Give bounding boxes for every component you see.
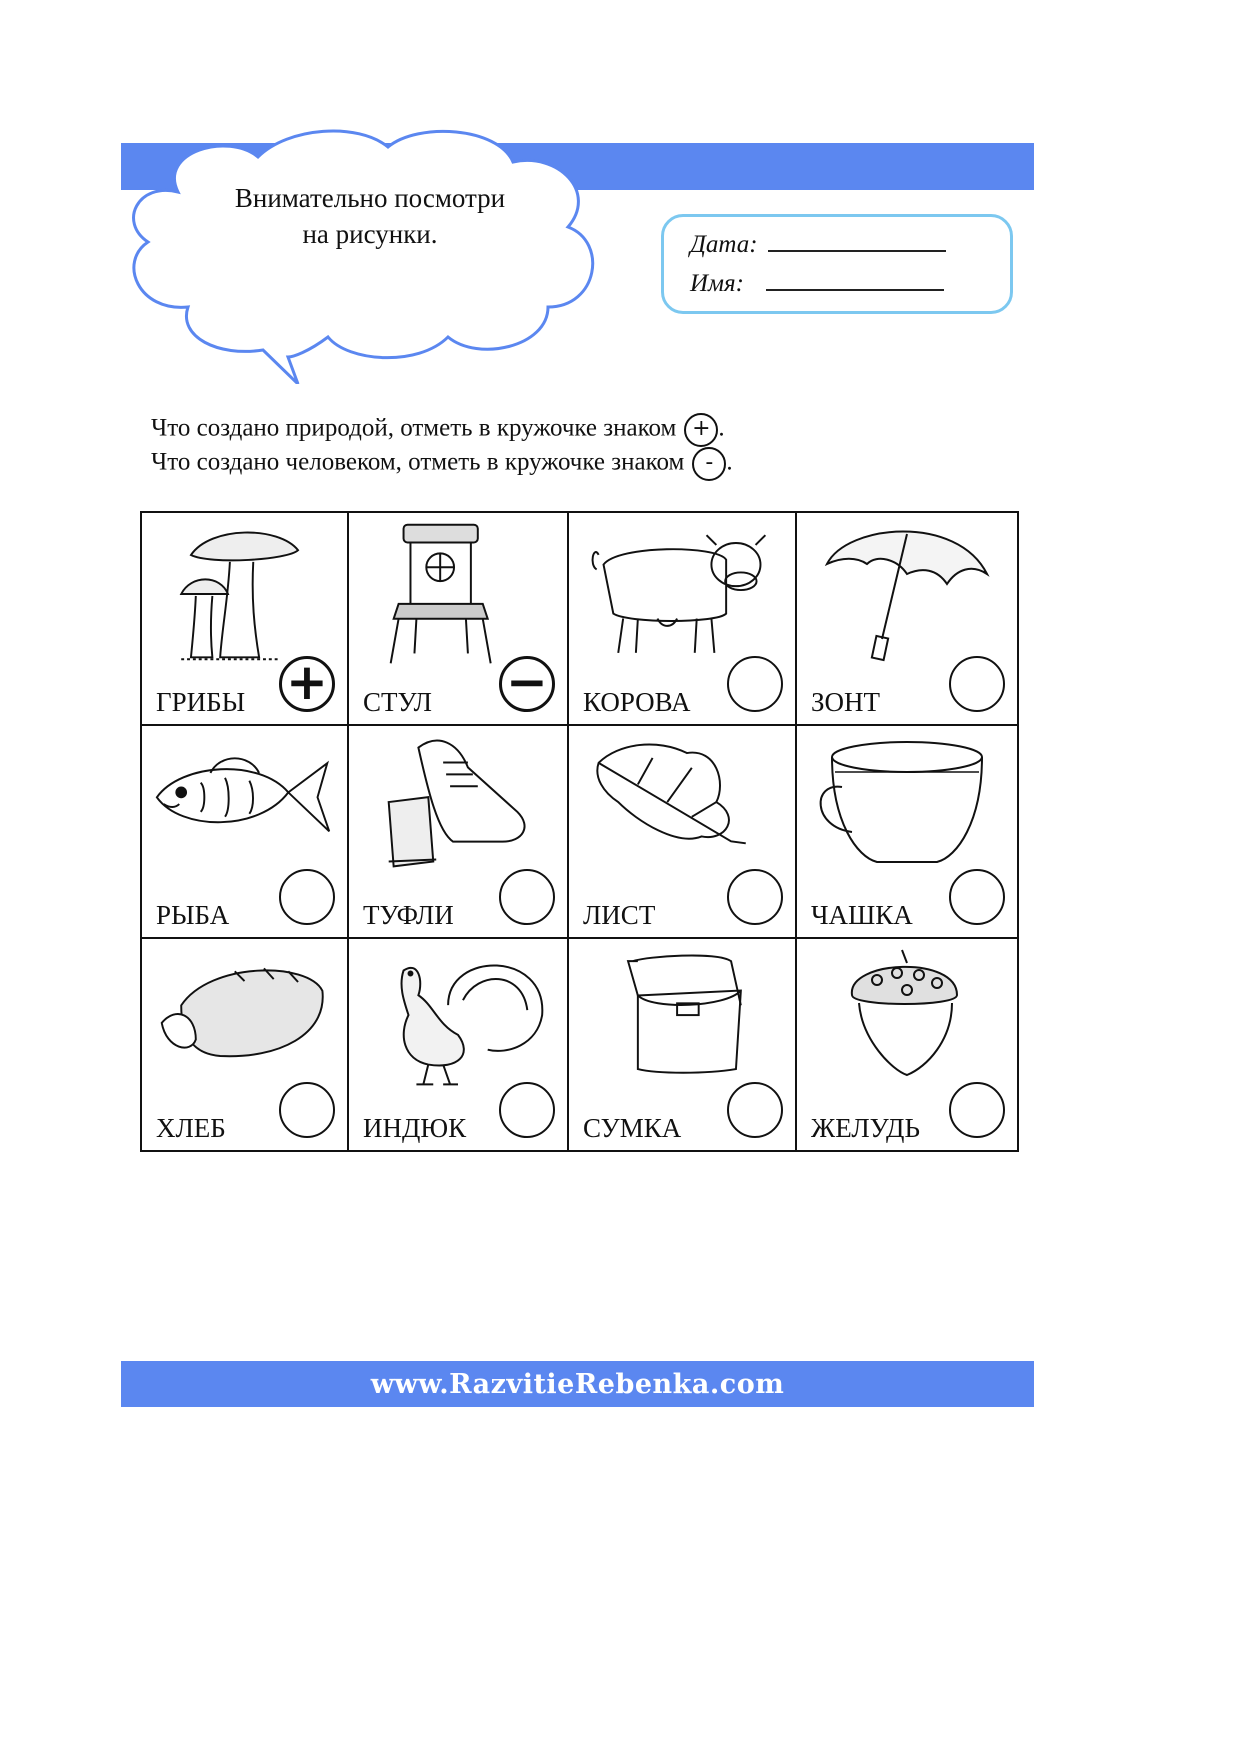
card-label: ТУФЛИ [363,900,454,930]
name-row [690,270,944,298]
card-label: СТУЛ [363,687,432,717]
card-label: КОРОВА [583,687,691,717]
card-fish [142,726,349,939]
card-shoes [349,726,569,939]
answer-mark: − [506,653,548,711]
name-field[interactable] [766,271,944,291]
card-label: ЛИСТ [583,900,656,930]
date-row [690,231,946,259]
answer-circle[interactable] [499,1082,555,1138]
chair-icon [359,519,557,669]
answer-circle[interactable] [279,1082,335,1138]
umbrella-icon [807,519,1007,669]
card-bread [142,939,349,1150]
date-field[interactable] [768,232,946,252]
footer-band [121,1361,1034,1407]
name-label: Имя: [690,270,744,297]
card-cup [797,726,1017,939]
answer-circle[interactable] [949,1082,1005,1138]
card-label: ЧАШКА [811,900,913,930]
answer-mark: + [286,653,328,711]
card-chair [349,513,569,726]
instruction-human-text: Что создано человеком, отметь в кружочке знаком [151,448,685,476]
card-label: РЫБА [156,900,230,930]
instruction-nature-end: . [718,414,725,442]
speech-cloud-icon [118,122,618,384]
fish-icon [152,732,337,882]
answer-circle[interactable] [499,869,555,925]
shoe-icon [359,732,557,882]
card-label: ХЛЕБ [156,1113,226,1143]
answer-circle[interactable] [279,869,335,925]
card-label: ИНДЮК [363,1113,467,1143]
bubble-line-1: Внимательно посмотри [234,183,506,213]
bubble-line-2: на рисунки. [302,219,438,249]
instruction-human [151,447,733,481]
instruction-nature [151,413,725,447]
leaf-icon [579,732,785,882]
info-box [661,214,1013,314]
instruction-human-end: . [726,448,733,476]
bag-icon [579,945,785,1095]
answer-circle[interactable] [499,653,555,712]
card-label: ЗОНТ [811,687,881,717]
card-cow [569,513,797,726]
card-turkey [349,939,569,1150]
date-label: Дата: [690,231,758,258]
instruction-nature-text: Что создано природой, отметь в кружочке знаком [151,414,677,442]
card-leaf [569,726,797,939]
card-label: ГРИБЫ [156,687,246,717]
card-label: ЖЕЛУДЬ [811,1113,920,1143]
answer-circle[interactable] [727,869,783,925]
answer-circle[interactable] [949,656,1005,712]
card-bag [569,939,797,1150]
bread-icon [152,945,337,1095]
plus-sign-icon: + [684,413,718,447]
card-umbrella [797,513,1017,726]
answer-circle[interactable] [949,869,1005,925]
answer-circle[interactable] [279,653,335,712]
cup-icon [807,732,1007,882]
answer-circle[interactable] [727,1082,783,1138]
card-acorn [797,939,1017,1150]
acorn-icon [807,945,1007,1095]
bubble-text [200,180,540,252]
card-mushroom [142,513,349,726]
turkey-icon [359,945,557,1095]
card-label: СУМКА [583,1113,682,1143]
minus-sign-icon: - [692,447,726,481]
mushroom-icon [152,519,337,669]
cow-icon [579,519,785,669]
website-link[interactable]: www.RazvitieRebenka.com [370,1368,785,1400]
answer-circle[interactable] [727,656,783,712]
picture-grid [140,511,1019,1152]
